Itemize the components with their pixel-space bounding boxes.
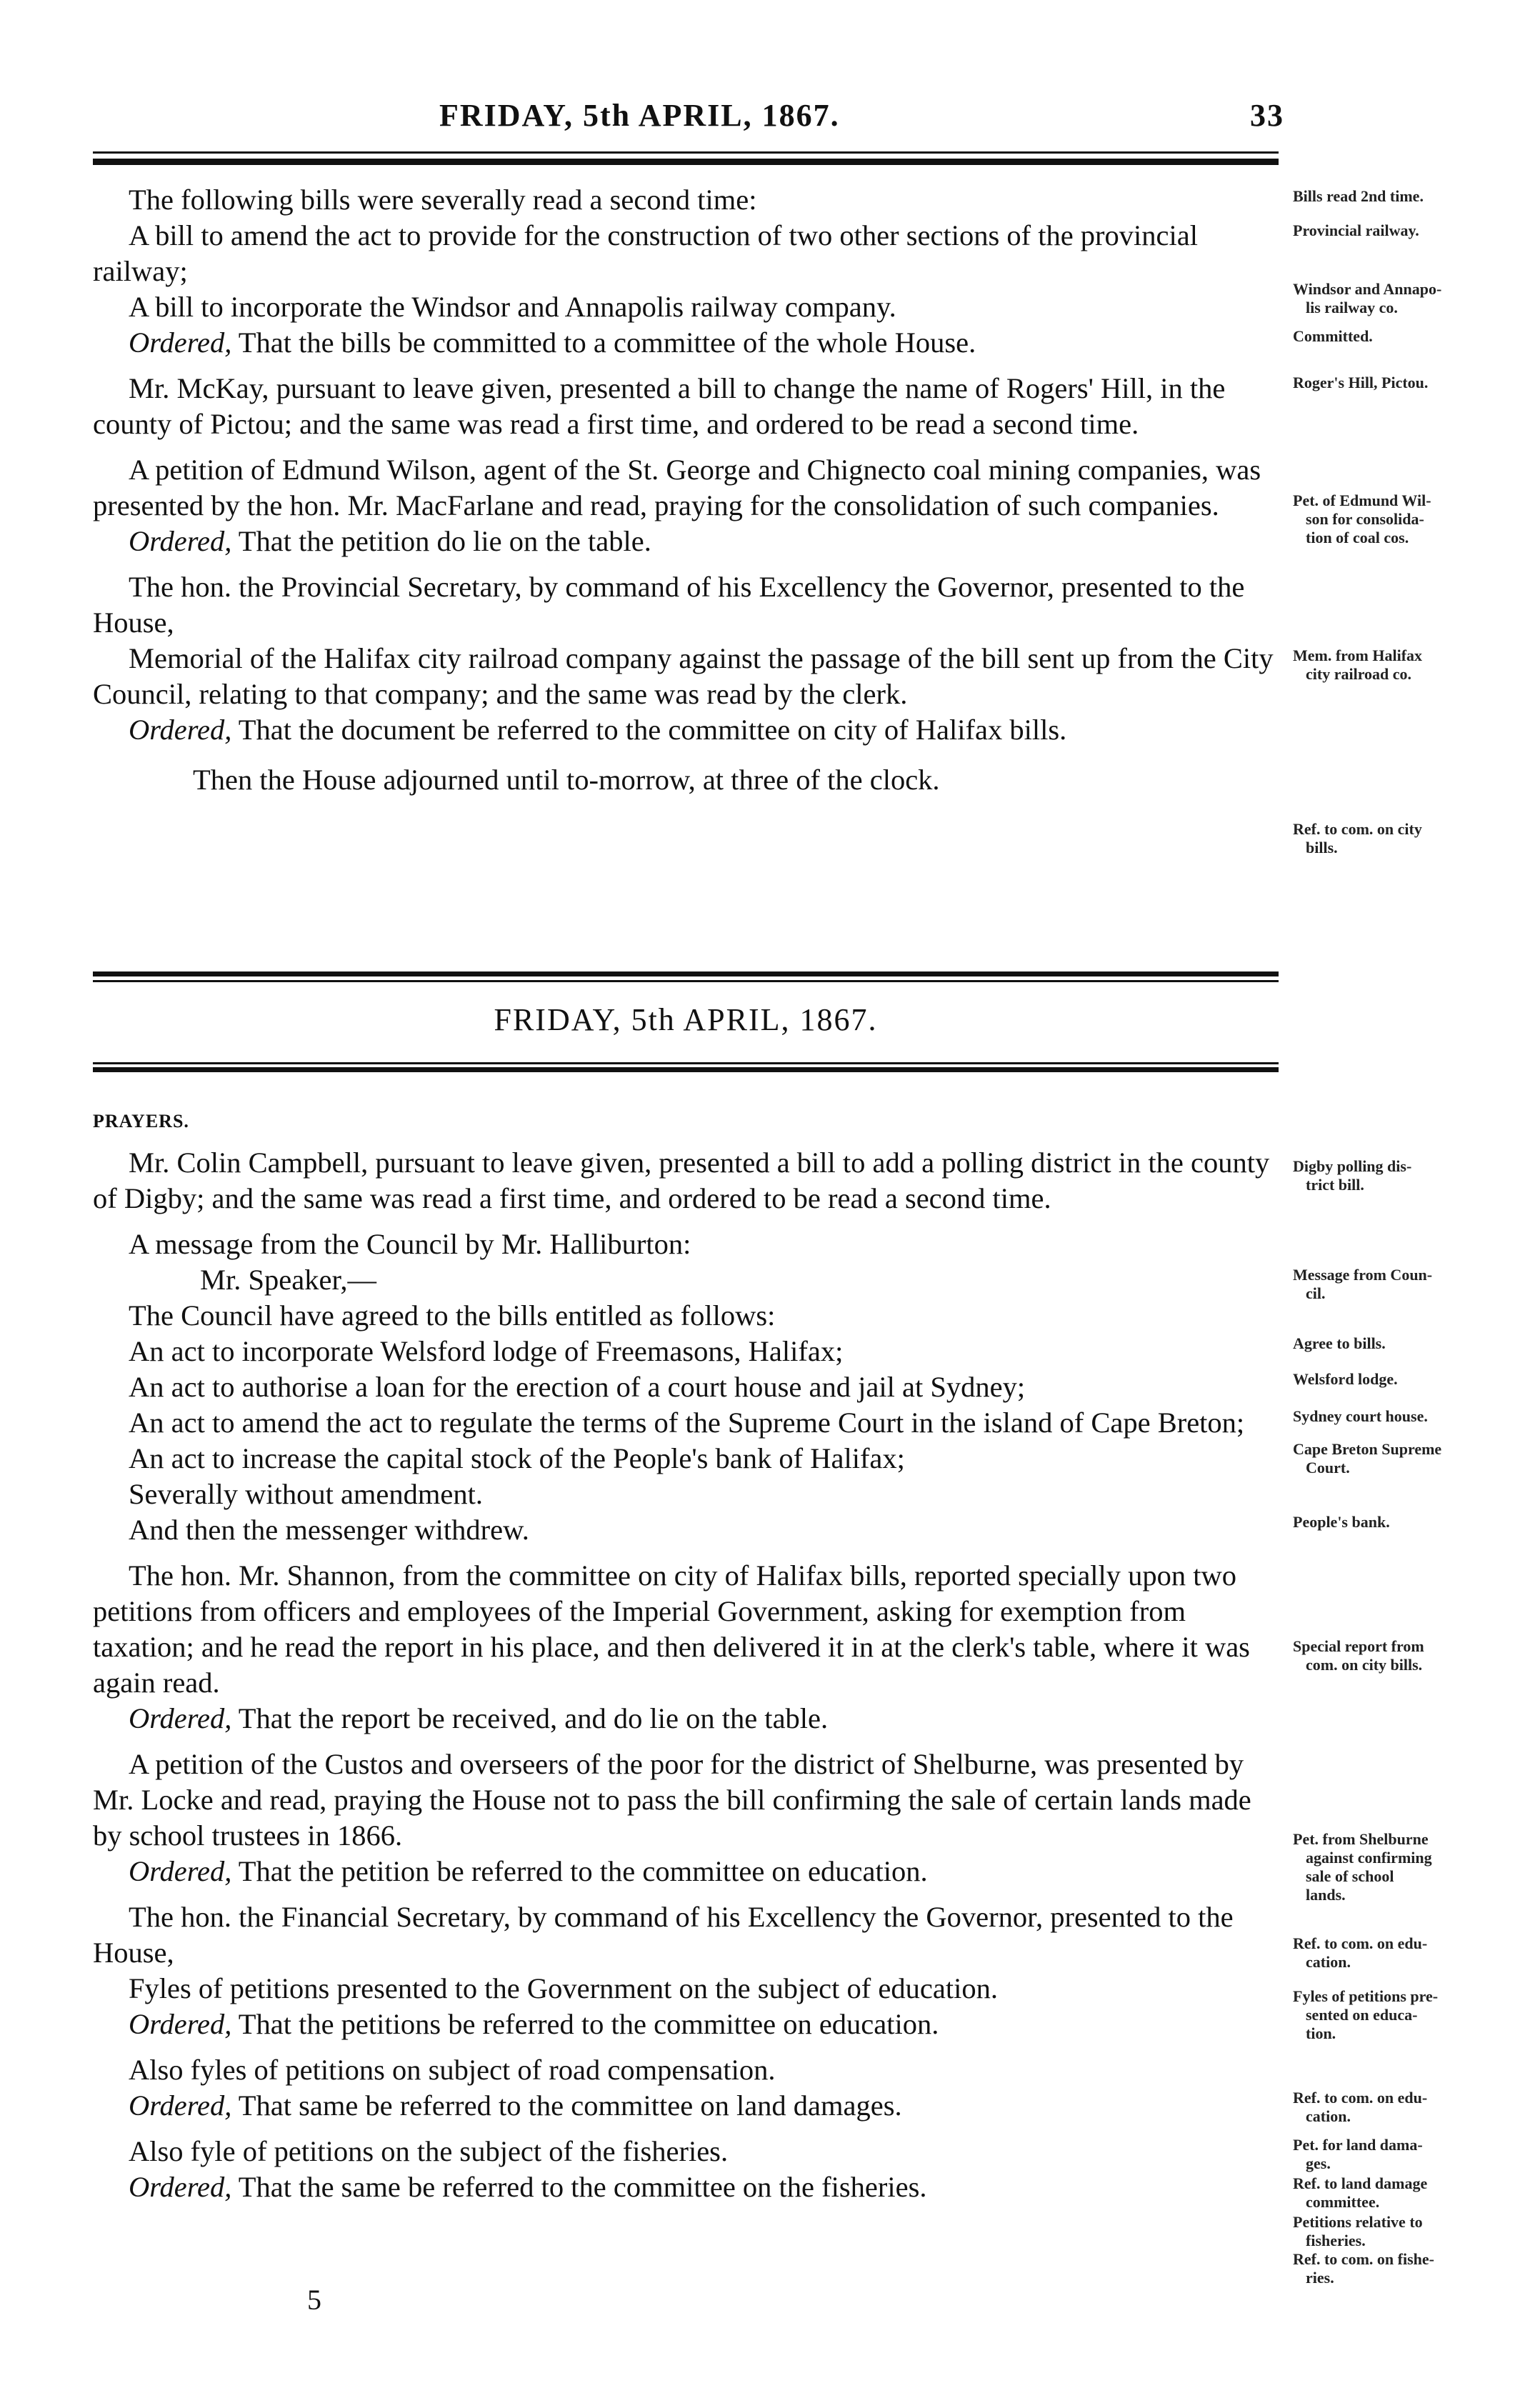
ordered-paragraph: Ordered, That the report be received, and do lie on the table. (129, 1702, 829, 1734)
margin-note: Pet. for land dama- ges. (1293, 2136, 1423, 2172)
paragraph: The hon. Mr. Shannon, from the committee on city of Halifax bills, reported specially upon two petitions from officers and employees of the Imperial Government, asking for exemption from taxation; and he read the report in his place, and then delivered it in at the clerk's table, where it was again read. (93, 1559, 1250, 1699)
margin-note: Petitions relative to fisheries. (1293, 2213, 1423, 2249)
ordered-paragraph: Ordered, That the petition do lie on the table. (129, 525, 651, 557)
margin-note: Ref. to com. on edu- cation. (1293, 1934, 1428, 1971)
ordered-paragraph: Ordered, That same be referred to the committee on land damages. (129, 2089, 902, 2122)
header-rule-thick (93, 159, 1279, 165)
ordered-paragraph: Ordered, That the petitions be referred to the committee on education. (129, 2008, 939, 2040)
margin-note: Message from Coun- cil. (1293, 1266, 1433, 1302)
margin-note: Ref. to land damage committee. (1293, 2174, 1428, 2211)
paragraph: The hon. the Provincial Secretary, by command of his Excellency the Governor, presented to the House, (93, 571, 1245, 639)
paragraph: A bill to incorporate the Windsor and Annapolis railway company. (129, 291, 896, 323)
paragraph: An act to authorise a loan for the erection of a court house and jail at Sydney; (129, 1371, 1026, 1403)
margin-note: Ref. to com. on fishe- ries. (1293, 2250, 1434, 2287)
margin-note: Cape Breton Supreme Court. (1293, 1440, 1442, 1477)
paragraph: Memorial of the Halifax city railroad company against the passage of the bill sent up from the City Council, relating to that company; and the same was read by the clerk. (93, 642, 1274, 710)
margin-note: Agree to bills. (1293, 1334, 1386, 1352)
margin-note: Windsor and Annapo- lis railway co. (1293, 280, 1442, 316)
ordered-paragraph: Ordered, That the same be referred to the committee on the fisheries. (129, 2171, 927, 2203)
margin-note: Ref. to com. on edu- cation. (1293, 2089, 1428, 2125)
bottom-proceedings (93, 1104, 1279, 2205)
paragraph: An act to incorporate Welsford lodge of Freemasons, Halifax; (129, 1335, 844, 1367)
paragraph: Mr. McKay, pursuant to leave given, presented a bill to change the name of Rogers' Hill, in the county of Pictou; and the same was read a first time, and ordered to be read a second time. (93, 372, 1226, 440)
section-rule-thick (93, 971, 1279, 976)
paragraph: Fyles of petitions presented to the Government on the subject of education. (129, 1972, 998, 2004)
header-rule-thin (93, 151, 1279, 154)
ordered-paragraph: Ordered, That the bills be committed to a committee of the whole House. (129, 326, 976, 359)
margin-note: Pet. of Edmund Wil- son for consolida- tion of coal cos. (1293, 491, 1431, 546)
paragraph: An act to increase the capital stock of the People's bank of Halifax; (129, 1442, 905, 1474)
section-rule-thin (93, 980, 1279, 982)
adjournment-line: Then the House adjourned until to-morrow, at three of the clock. (193, 764, 940, 796)
prayers-heading: PRAYERS. (93, 1111, 189, 1131)
paragraph: The Council have agreed to the bills entitled as follows: (129, 1299, 776, 1332)
paragraph: A petition of Edmund Wilson, agent of the St. George and Chignecto coal mining companies, was presented by the hon. Mr. MacFarlane and read, praying for the consolidation of such companies. (93, 454, 1261, 521)
paragraph: A bill to amend the act to provide for the construction of two other sections of the provincial railway; (93, 219, 1198, 287)
paragraph: A message from the Council by Mr. Halliburton: (129, 1228, 691, 1260)
paragraph: Severally without amendment. (129, 1478, 484, 1510)
running-head-title: FRIDAY, 5th APRIL, 1867. (439, 98, 840, 133)
section-rule-thin (93, 1062, 1279, 1064)
margin-note: Committed. (1293, 327, 1373, 345)
page-header (93, 91, 1284, 149)
margin-note: Provincial railway. (1293, 221, 1419, 239)
margin-note: Digby polling dis- trict bill. (1293, 1157, 1412, 1194)
margin-note: Welsford lodge. (1293, 1370, 1398, 1388)
margin-note: Mem. from Halifax city railroad co. (1293, 646, 1423, 683)
signature-mark: 5 (307, 2284, 321, 2316)
margin-note: People's bank. (1293, 1513, 1390, 1531)
margin-note: Ref. to com. on city bills. (1293, 820, 1422, 856)
section-rule-thick (93, 1067, 1279, 1072)
paragraph: The following bills were severally read a second time: (129, 184, 757, 216)
paragraph: Also fyles of petitions on subject of road compensation. (129, 2054, 776, 2086)
margin-note: Sydney court house. (1293, 1407, 1428, 1425)
ordered-paragraph: Ordered, That the petition be referred to the committee on education. (129, 1855, 928, 1887)
paragraph: An act to amend the act to regulate the terms of the Supreme Court in the island of Cape Breton; (129, 1407, 1245, 1439)
section-title: FRIDAY, 5th APRIL, 1867. (494, 1002, 878, 1037)
paragraph: Mr. Colin Campbell, pursuant to leave given, presented a bill to add a polling district in the county of Digby; and the same was read a first time, and ordered to be read a second time. (93, 1146, 1270, 1214)
ordered-paragraph: Ordered, That the document be referred to the committee on city of Halifax bills. (129, 714, 1067, 746)
margin-note: Bills read 2nd time. (1293, 187, 1424, 205)
page-number: 33 (1250, 98, 1284, 133)
margin-note: Fyles of petitions pre- sented on educa- tion. (1293, 1987, 1439, 2042)
salutation: Mr. Speaker,— (200, 1264, 376, 1296)
top-proceedings (93, 182, 1279, 798)
paragraph: And then the messenger withdrew. (129, 1514, 529, 1546)
paragraph: A petition of the Custos and overseers of the poor for the district of Shelburne, was presented by Mr. Locke and read, praying the House not to pass the bill confirming the sale of certain lands made by school trustees in 1866. (93, 1748, 1251, 1852)
margin-note: Roger's Hill, Pictou. (1293, 374, 1429, 391)
paragraph: The hon. the Financial Secretary, by command of his Excellency the Governor, presented to the House, (93, 1901, 1234, 1969)
paragraph: Also fyle of petitions on the subject of the fisheries. (129, 2135, 729, 2167)
margin-note: Special report from com. on city bills. (1293, 1637, 1424, 1674)
margin-note: Pet. from Shelburne against confirming sale of school lands. (1293, 1830, 1432, 1904)
